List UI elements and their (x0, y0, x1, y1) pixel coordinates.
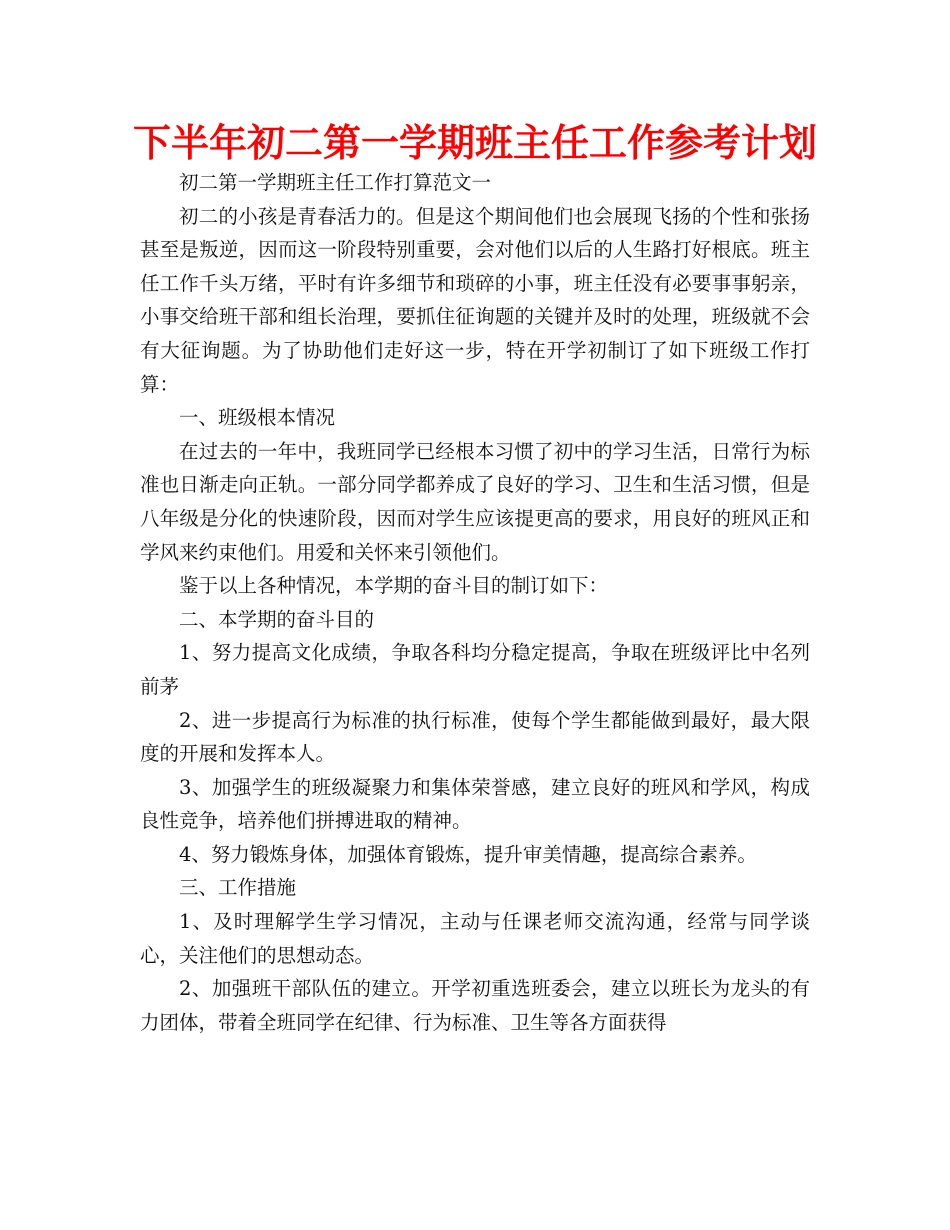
list-item-goal-4: 4、努力锻炼身体，加强体育锻炼，提升审美情趣，提高综合素养。 (179, 842, 757, 866)
paragraph-intro: 初二的小孩是青春活力的。但是这个期间他们也会展现飞扬的个性和张扬甚至是叛逆，因而这一阶段特别重要，会对他们以后的人生路打好根底。班主任工作千头万绪，平时有许多细节和琐碎的小事，班主任没有必要事事躬亲，小事交给班干部和组长治理，要抓住征询题的关键并及时的处理，班级就不会有大征询题。为了协助他们走好这一步，特在开学初制订了如下班级工作打算： (140, 204, 810, 396)
list-item-goal-1: 1、努力提高文化成绩，争取各科均分稳定提高，争取在班级评比中名列前茅 (140, 641, 810, 698)
section-heading-class-situation: 一、班级根本情况 (179, 406, 336, 430)
document-body (140, 166, 810, 1039)
list-item-goal-3: 3、加强学生的班级凝聚力和集体荣誉感，建立良好的班风和学风，构成良性竞争，培养他们拼搏进取的精神。 (140, 775, 810, 833)
paragraph-goals-lead: 鉴于以上各种情况，本学期的奋斗目的制订如下： (179, 574, 609, 598)
list-item-measure-2: 2、加强班干部队伍的建立。开学初重选班委会，建立以班长为龙头的有力团体，带着全班同学在纪律、行为标准、卫生等各方面获得 (140, 977, 810, 1034)
paragraph-class-situation: 在过去的一年中，我班同学已经根本习惯了初中的学习生活，日常行为标准也日渐走向正轨。一部分同学都养成了良好的学习、卫生和生活习惯，但是八年级是分化的快速阶段，因而对学生应该提更高的要求，用良好的班风正和学风来约束他们。用爱和关怀来引领他们。 (140, 439, 810, 564)
list-item-goal-2: 2、进一步提高行为标准的执行标准，使每个学生都能做到最好，最大限度的开展和发挥本人。 (140, 708, 810, 766)
paragraph-subtitle: 初二第一学期班主任工作打算范文一 (179, 171, 492, 194)
section-heading-measures: 三、工作措施 (179, 876, 297, 900)
section-heading-goals: 二、本学期的奋斗目的 (179, 607, 375, 631)
document-title: 下半年初二第一学期班主任工作参考计划 (132, 121, 817, 165)
list-item-measure-1: 1、及时理解学生学习情况，主动与任课老师交流沟通，经常与同学谈心，关注他们的思想动态。 (140, 910, 810, 967)
